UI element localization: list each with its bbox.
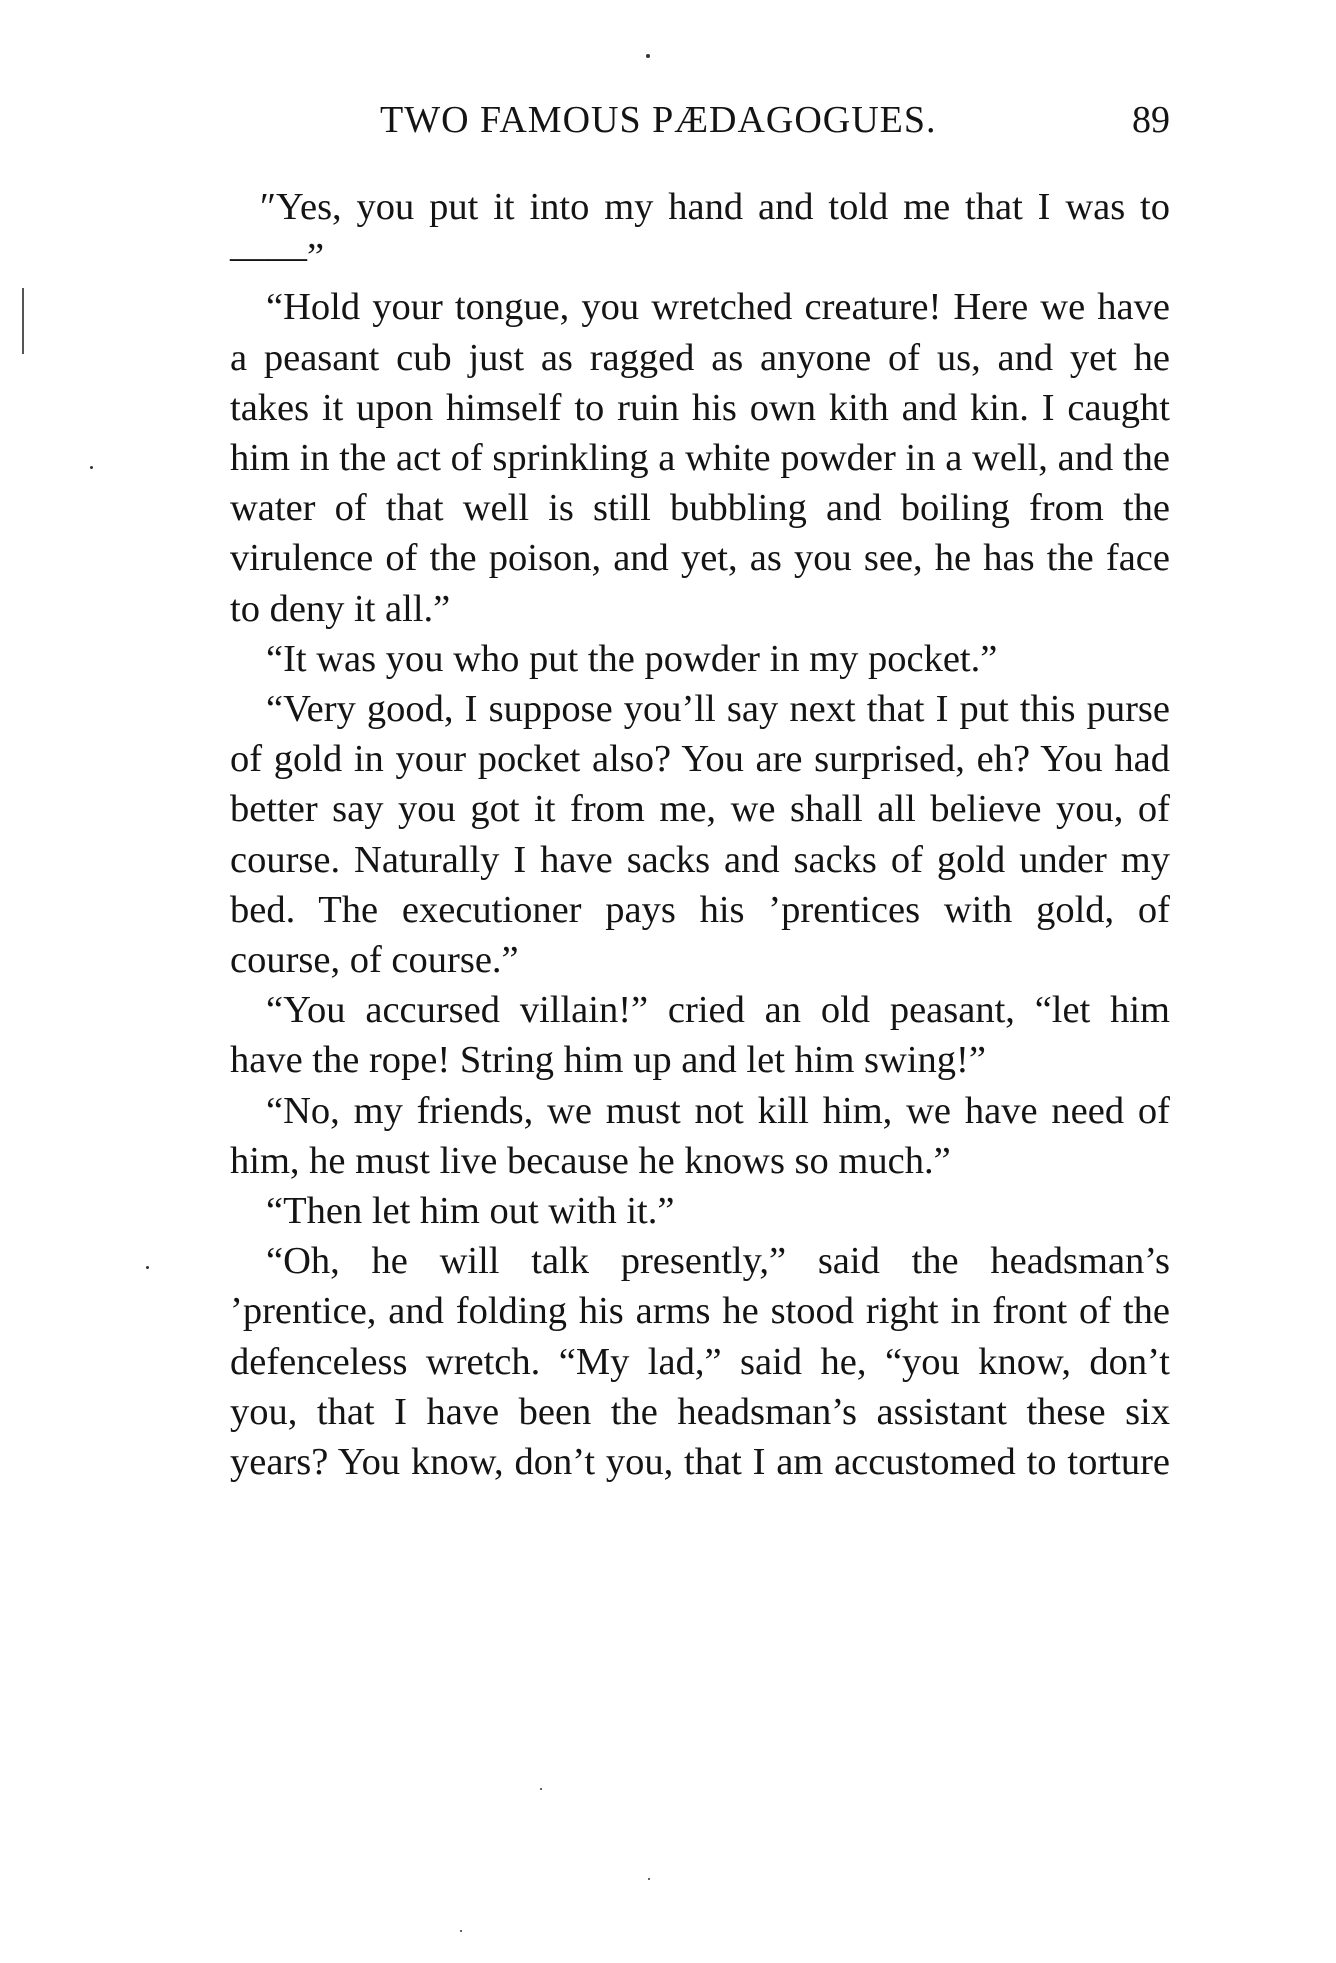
paragraph-6: “No, my friends, we must not kill him, we have need of him, he must live because he knows so much.” bbox=[230, 1089, 1170, 1182]
page-number: 89 bbox=[1132, 99, 1170, 141]
paragraph-2: “Hold your tongue, you wretched creature! Here we have a peasant cub just as ragged as anyone of us, and yet he takes it upon himself to ruin his own kith and kin. I caught him in the act of sprinkling a white powder in a well, and the water of that well is still bubbling and boiling from the virulence of the poison, and yet, as you see, he has the face to deny it all.” bbox=[230, 286, 1170, 630]
scan-speck bbox=[648, 1878, 650, 1880]
paragraph-4: “Very good, I suppose you’ll say next that I put this purse of gold in your pocket also? You are surprised, eh? You had better say you got it from me, we shall all believe you, of course. Naturally I have sacks and sacks of gold under my bed. The executioner pays his ’prentices with gold, of course, of course.” bbox=[230, 688, 1170, 982]
paragraph-5: “You accursed villain!” cried an old peasant, “let him have the rope! String him up and let him swing!” bbox=[230, 989, 1170, 1082]
scan-speck bbox=[146, 1266, 149, 1269]
scan-speck bbox=[90, 466, 93, 469]
paragraph-3: “It was you who put the powder in my pocket.” bbox=[266, 637, 998, 680]
paragraph-1: ″Yes, you put it into my hand and told me that I was to——” bbox=[230, 186, 1170, 279]
scan-speck bbox=[646, 54, 650, 58]
body-text bbox=[230, 182, 1170, 1487]
page-header bbox=[230, 98, 1170, 158]
running-title: TWO FAMOUS PÆDAGOGUES. bbox=[380, 99, 937, 141]
scan-speck bbox=[540, 1788, 542, 1790]
paragraph-8: “Oh, he will talk presently,” said the headsman’s ’prentice, and folding his arms he stood right in front of the defenceless wretch. “My lad,” said he, “you know, don’t you, that I have been the headsman’s assistant these six years? You know, don’t you, that I am accustomed to torture bbox=[230, 1240, 1170, 1484]
scan-speck bbox=[460, 1930, 462, 1932]
scan-margin-mark bbox=[22, 288, 24, 354]
paragraph-7: “Then let him out with it.” bbox=[266, 1190, 675, 1233]
